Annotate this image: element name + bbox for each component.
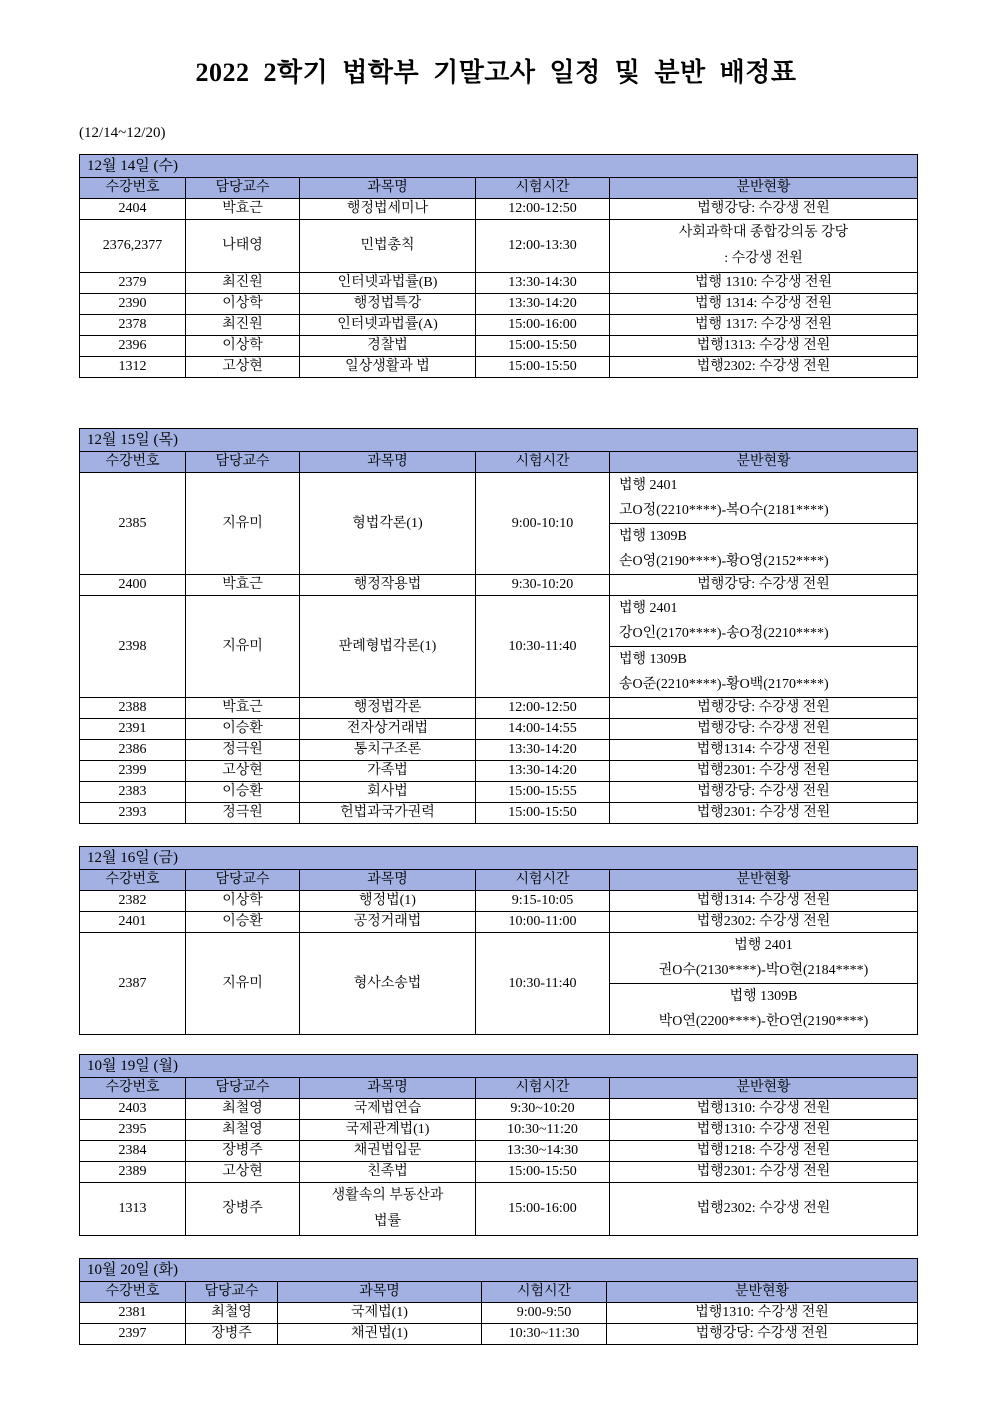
status-room: 법행 1309B [619, 529, 687, 544]
status-cell: 법행1314: 수강생 전원 [610, 891, 918, 912]
professor-cell: 박효근 [186, 199, 300, 220]
exam-table-oct20 [79, 1258, 918, 1345]
table-row [80, 357, 918, 378]
exam-time-cell: 13:30-14:20 [476, 740, 610, 761]
professor-cell: 이상학 [186, 336, 300, 357]
exam-time-cell: 10:30-11:40 [476, 596, 610, 698]
professor-cell: 최철영 [186, 1099, 300, 1120]
status-cell: 법행강당: 수강생 전원 [607, 1324, 918, 1345]
course-no-cell: 2391 [80, 719, 186, 740]
column-header-course-no: 수강번호 [80, 452, 186, 473]
professor-cell: 이승환 [186, 719, 300, 740]
course-no-cell: 2398 [80, 596, 186, 698]
date-header: 10월 19일 (월) [80, 1055, 918, 1078]
course-no-cell: 2379 [80, 273, 186, 294]
professor-cell: 고상현 [186, 1162, 300, 1183]
column-header-subject: 과목명 [278, 1282, 482, 1303]
page-title: 2022 2학기 법학부 기말고사 일정 및 분반 배정표 [195, 58, 797, 87]
course-no-cell: 2396 [80, 336, 186, 357]
exam-period: (12/14~12/20) [79, 125, 166, 141]
status-section-cell [610, 524, 918, 575]
subject-cell: 형사소송법 [300, 933, 476, 1035]
table-row [80, 294, 918, 315]
course-no-cell: 2399 [80, 761, 186, 782]
table-row [80, 698, 918, 719]
column-header-section-status: 분반현황 [607, 1282, 918, 1303]
exam-table-oct19 [79, 1054, 918, 1236]
column-header-subject: 과목명 [300, 870, 476, 891]
subject-cell: 행정법특강 [300, 294, 476, 315]
status-cell: 법행1310: 수강생 전원 [610, 1120, 918, 1141]
table-row [80, 912, 918, 933]
subject-cell: 행정작용법 [300, 575, 476, 596]
table-row [80, 803, 918, 824]
exam-time-cell: 9:30~10:20 [476, 1099, 610, 1120]
date-header: 12월 15일 (목) [80, 429, 918, 452]
exam-time-cell: 15:00-15:50 [476, 357, 610, 378]
exam-time-cell: 15:00-15:55 [476, 782, 610, 803]
exam-time-cell: 10:30~11:20 [476, 1120, 610, 1141]
column-header-course-no: 수강번호 [80, 1078, 186, 1099]
status-room: 법행 2401 [734, 938, 793, 953]
subject-cell: 국제관계법(1) [300, 1120, 476, 1141]
professor-cell: 나태영 [186, 220, 300, 273]
exam-time-cell: 10:00-11:00 [476, 912, 610, 933]
exam-time-cell: 13:30~14:30 [476, 1141, 610, 1162]
exam-time-cell: 9:00-10:10 [476, 473, 610, 575]
column-header-subject: 과목명 [300, 178, 476, 199]
subject-cell: 국제법연습 [300, 1099, 476, 1120]
exam-time-cell: 13:30-14:30 [476, 273, 610, 294]
status-cell: 법행2301: 수강생 전원 [610, 803, 918, 824]
status-cell: 법행1314: 수강생 전원 [610, 740, 918, 761]
table-row [80, 336, 918, 357]
column-header-subject: 과목명 [300, 452, 476, 473]
subject-cell: 회사법 [300, 782, 476, 803]
course-no-cell: 1313 [80, 1183, 186, 1236]
exam-time-cell: 9:00-9:50 [482, 1303, 607, 1324]
subject-cell: 공정거래법 [300, 912, 476, 933]
course-no-cell: 2403 [80, 1099, 186, 1120]
exam-time-cell: 12:00-12:50 [476, 698, 610, 719]
date-header-row [80, 155, 918, 178]
column-header-row [80, 870, 918, 891]
column-header-row [80, 452, 918, 473]
professor-cell: 이승환 [186, 782, 300, 803]
course-no-cell: 2387 [80, 933, 186, 1035]
column-header-section-status: 분반현황 [610, 452, 918, 473]
status-range: 박O연(2200****)-한O연(2190****) [658, 1014, 869, 1029]
exam-time-cell: 9:15-10:05 [476, 891, 610, 912]
exam-table-dec14 [79, 154, 918, 378]
subject-cell: 형법각론(1) [300, 473, 476, 575]
professor-cell: 지유미 [186, 596, 300, 698]
status-cell: 법행 1314: 수강생 전원 [610, 294, 918, 315]
table-row [80, 1141, 918, 1162]
exam-time-cell: 12:00-12:50 [476, 199, 610, 220]
course-no-cell: 2404 [80, 199, 186, 220]
column-header-professor: 담당교수 [186, 870, 300, 891]
column-header-row [80, 178, 918, 199]
table-row [80, 473, 918, 524]
column-header-exam-time: 시험시간 [482, 1282, 607, 1303]
exam-time-cell: 12:00-13:30 [476, 220, 610, 273]
status-cell: 법행1310: 수강생 전원 [610, 1099, 918, 1120]
status-cell: 법행강당: 수강생 전원 [610, 719, 918, 740]
status-cell: 법행 1317: 수강생 전원 [610, 315, 918, 336]
professor-cell: 최철영 [186, 1120, 300, 1141]
status-room: 법행 1309B [619, 652, 687, 667]
table-row [80, 1162, 918, 1183]
table-row [80, 1099, 918, 1120]
subject-cell: 가족법 [300, 761, 476, 782]
professor-cell: 장병주 [186, 1183, 300, 1236]
exam-time-cell: 9:30-10:20 [476, 575, 610, 596]
course-no-cell: 2386 [80, 740, 186, 761]
status-line: 사회과학대 종합강의동 강당 [678, 225, 849, 240]
status-range: 고O정(2210****)-복O수(2181****) [619, 503, 829, 518]
status-cell: 법행강당: 수강생 전원 [610, 698, 918, 719]
column-header-exam-time: 시험시간 [476, 870, 610, 891]
subject-cell: 전자상거래법 [300, 719, 476, 740]
column-header-section-status: 분반현황 [610, 178, 918, 199]
status-room: 법행 2401 [619, 601, 678, 616]
table-row [80, 1183, 918, 1236]
professor-cell: 최진원 [186, 315, 300, 336]
professor-cell: 이상학 [186, 294, 300, 315]
table-row [80, 315, 918, 336]
date-header-row [80, 847, 918, 870]
column-header-professor: 담당교수 [186, 1078, 300, 1099]
subject-cell: 일상생활과 법 [300, 357, 476, 378]
status-cell: 법행강당: 수강생 전원 [610, 782, 918, 803]
professor-cell: 장병주 [186, 1141, 300, 1162]
status-section-cell [610, 596, 918, 647]
course-no-cell: 2385 [80, 473, 186, 575]
status-room: 법행 2401 [619, 478, 678, 493]
exam-time-cell: 15:00-15:50 [476, 1162, 610, 1183]
status-cell: 법행강당: 수강생 전원 [610, 199, 918, 220]
exam-time-cell: 13:30-14:20 [476, 294, 610, 315]
subject-cell [300, 1183, 476, 1236]
subject-cell: 판례형법각론(1) [300, 596, 476, 698]
course-no-cell: 2383 [80, 782, 186, 803]
professor-cell: 고상현 [186, 761, 300, 782]
status-section-cell [610, 933, 918, 984]
table-row [80, 273, 918, 294]
table-row [80, 596, 918, 647]
exam-time-cell: 15:00-16:00 [476, 1183, 610, 1236]
column-header-professor: 담당교수 [186, 1282, 278, 1303]
status-range: 권O수(2130****)-박O현(2184****) [658, 963, 869, 978]
column-header-exam-time: 시험시간 [476, 178, 610, 199]
status-cell [610, 220, 918, 273]
status-section-cell [610, 473, 918, 524]
status-cell: 법행1310: 수강생 전원 [607, 1303, 918, 1324]
professor-cell: 최철영 [186, 1303, 278, 1324]
exam-time-cell: 15:00-16:00 [476, 315, 610, 336]
professor-cell: 이승환 [186, 912, 300, 933]
subject-cell: 행정법각론 [300, 698, 476, 719]
course-no-cell: 2381 [80, 1303, 186, 1324]
column-header-exam-time: 시험시간 [476, 1078, 610, 1099]
date-header-row [80, 429, 918, 452]
status-range: 손O영(2190****)-황O영(2152****) [619, 554, 829, 569]
status-cell: 법행강당: 수강생 전원 [610, 575, 918, 596]
subject-cell: 국제법(1) [278, 1303, 482, 1324]
subject-cell: 채권법(1) [278, 1324, 482, 1345]
table-row [80, 740, 918, 761]
status-range: 송O준(2210****)-황O백(2170****) [619, 677, 829, 692]
professor-cell: 고상현 [186, 357, 300, 378]
exam-time-cell: 14:00-14:55 [476, 719, 610, 740]
subject-line: 생활속의 부동산과 [331, 1188, 444, 1203]
course-no-cell: 2378 [80, 315, 186, 336]
date-header: 10월 20일 (화) [80, 1259, 918, 1282]
course-no-cell: 2390 [80, 294, 186, 315]
table-row [80, 1303, 918, 1324]
column-header-row [80, 1078, 918, 1099]
status-cell: 법행2302: 수강생 전원 [610, 912, 918, 933]
table-row [80, 933, 918, 984]
column-header-professor: 담당교수 [186, 178, 300, 199]
subject-cell: 인터넷과법률(A) [300, 315, 476, 336]
professor-cell: 지유미 [186, 933, 300, 1035]
column-header-section-status: 분반현황 [610, 870, 918, 891]
column-header-course-no: 수강번호 [80, 870, 186, 891]
table-row [80, 761, 918, 782]
course-no-cell: 2393 [80, 803, 186, 824]
date-header: 12월 14일 (수) [80, 155, 918, 178]
professor-cell: 정극원 [186, 740, 300, 761]
date-header-row [80, 1055, 918, 1078]
subject-cell: 행정법(1) [300, 891, 476, 912]
course-no-cell: 2395 [80, 1120, 186, 1141]
table-row [80, 1324, 918, 1345]
subject-cell: 통치구조론 [300, 740, 476, 761]
status-cell: 법행1218: 수강생 전원 [610, 1141, 918, 1162]
course-no-cell: 2384 [80, 1141, 186, 1162]
subject-line: 법률 [373, 1214, 402, 1229]
exam-time-cell: 13:30-14:20 [476, 761, 610, 782]
course-no-cell: 2388 [80, 698, 186, 719]
professor-cell: 이상학 [186, 891, 300, 912]
course-no-cell: 2397 [80, 1324, 186, 1345]
course-no-cell: 2376,2377 [80, 220, 186, 273]
course-no-cell: 2401 [80, 912, 186, 933]
exam-time-cell: 10:30~11:30 [482, 1324, 607, 1345]
status-cell: 법행2301: 수강생 전원 [610, 1162, 918, 1183]
status-cell: 법행2301: 수강생 전원 [610, 761, 918, 782]
subject-cell: 헌법과국가권력 [300, 803, 476, 824]
table-row [80, 719, 918, 740]
professor-cell: 최진원 [186, 273, 300, 294]
status-range: 강O인(2170****)-송O정(2210****) [619, 626, 829, 641]
status-cell: 법행 1310: 수강생 전원 [610, 273, 918, 294]
professor-cell: 장병주 [186, 1324, 278, 1345]
exam-time-cell: 15:00-15:50 [476, 803, 610, 824]
subject-cell: 행정법세미나 [300, 199, 476, 220]
course-no-cell: 2382 [80, 891, 186, 912]
table-row [80, 220, 918, 273]
column-header-subject: 과목명 [300, 1078, 476, 1099]
column-header-row [80, 1282, 918, 1303]
professor-cell: 박효근 [186, 698, 300, 719]
column-header-exam-time: 시험시간 [476, 452, 610, 473]
professor-cell: 지유미 [186, 473, 300, 575]
subject-cell: 인터넷과법률(B) [300, 273, 476, 294]
column-header-professor: 담당교수 [186, 452, 300, 473]
exam-table-dec16 [79, 846, 918, 1035]
table-row [80, 199, 918, 220]
column-header-course-no: 수강번호 [80, 178, 186, 199]
status-room: 법행 1309B [729, 989, 798, 1004]
course-no-cell: 2389 [80, 1162, 186, 1183]
table-row [80, 891, 918, 912]
status-cell: 법행1313: 수강생 전원 [610, 336, 918, 357]
course-no-cell: 2400 [80, 575, 186, 596]
column-header-section-status: 분반현황 [610, 1078, 918, 1099]
course-no-cell: 1312 [80, 357, 186, 378]
subject-cell: 민법총칙 [300, 220, 476, 273]
status-cell: 법행2302: 수강생 전원 [610, 1183, 918, 1236]
date-header: 12월 16일 (금) [80, 847, 918, 870]
table-row [80, 1120, 918, 1141]
status-cell: 법행2302: 수강생 전원 [610, 357, 918, 378]
subject-cell: 경찰법 [300, 336, 476, 357]
status-line: : 수강생 전원 [724, 251, 803, 266]
table-row [80, 575, 918, 596]
professor-cell: 박효근 [186, 575, 300, 596]
status-section-cell [610, 984, 918, 1035]
table-row [80, 782, 918, 803]
exam-time-cell: 15:00-15:50 [476, 336, 610, 357]
date-header-row [80, 1259, 918, 1282]
subject-cell: 친족법 [300, 1162, 476, 1183]
status-section-cell [610, 647, 918, 698]
professor-cell: 정극원 [186, 803, 300, 824]
column-header-course-no: 수강번호 [80, 1282, 186, 1303]
subject-cell: 채권법입문 [300, 1141, 476, 1162]
exam-table-dec15 [79, 428, 918, 824]
exam-time-cell: 10:30-11:40 [476, 933, 610, 1035]
